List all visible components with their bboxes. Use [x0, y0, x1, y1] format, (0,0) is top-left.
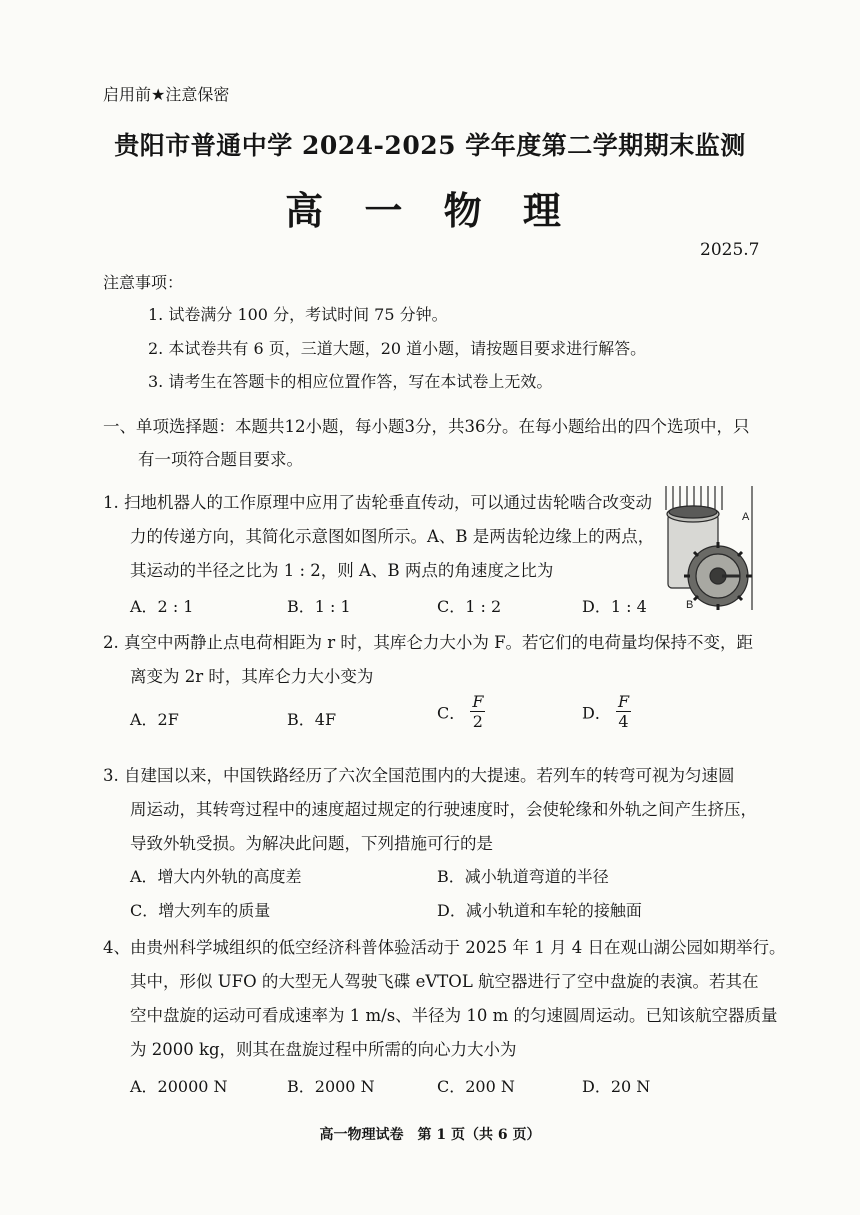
question-4-option-b: B．2000 N — [287, 1077, 375, 1096]
fraction — [616, 694, 631, 730]
exam-date: 2025.7 — [700, 240, 760, 260]
question-4-line: 其中，形似 UFO 的大型无人驾驶飞碟 eVTOL 航空器进行了空中盘旋的表演。若其在 — [130, 972, 759, 991]
question-2-option-d — [582, 694, 631, 730]
section-heading: 一、单项选择题：本题共12小题，每小题3分，共36分。在每小题给出的四个选项中，只 — [103, 417, 750, 436]
question-4-line: 4、由贵州科学城组织的低空经济科普体验活动于 2025 年 1 月 4 日在观山湖公园如期举行。 — [103, 938, 786, 957]
exam-title: 贵阳市普通中学 2024-2025 学年度第二学期期末监测 — [114, 131, 746, 160]
question-1-line: 1. 扫地机器人的工作原理中应用了齿轮垂直传动，可以通过齿轮啮合改变动 — [103, 493, 652, 512]
notice-item: 1. 试卷满分 100 分，考试时间 75 分钟。 — [148, 305, 448, 324]
option-letter: C． — [437, 703, 466, 723]
question-2-option-b: B．4F — [287, 710, 337, 729]
question-2-option-a: A．2F — [130, 710, 179, 729]
question-2-line: 离变为 2r 时，其库仑力大小变为 — [130, 667, 374, 686]
fraction-numerator: F — [617, 692, 630, 711]
question-3-line: 3. 自建国以来，中国铁路经历了六次全国范围内的大提速。若列车的转弯可视为匀速圆 — [103, 766, 735, 785]
question-3-option-a: A．增大内外轨的高度差 — [130, 867, 302, 886]
question-3-option-b: B．减小轨道弯道的半径 — [437, 867, 609, 886]
notice-heading: 注意事项： — [103, 273, 184, 292]
confidential-notice: 启用前★注意保密 — [103, 85, 230, 104]
page-footer: 高一物理试卷 第 1 页（共 6 页） — [319, 1127, 541, 1143]
notice-item: 3. 请考生在答题卡的相应位置作答，写在本试卷上无效。 — [148, 372, 553, 391]
section-heading-cont: 有一项符合题目要求。 — [138, 450, 303, 469]
figure-label-a: A — [742, 511, 750, 523]
question-4-option-c: C．200 N — [437, 1077, 515, 1096]
fraction-denominator: 2 — [472, 712, 483, 731]
gear-figure — [660, 484, 756, 612]
notice-item: 2. 本试卷共有 6 页，三道大题，20 道小题，请按题目要求进行解答。 — [148, 339, 647, 358]
question-1-line: 力的传递方向，其简化示意图如图所示。A、B 是两齿轮边缘上的两点， — [130, 527, 655, 546]
question-4-line: 空中盘旋的运动可看成速率为 1 m/s、半径为 10 m 的匀速圆周运动。已知该航空器质量 — [130, 1006, 778, 1025]
question-1-option-c: C．1 : 2 — [437, 597, 502, 616]
question-1-option-d: D．1 : 4 — [582, 597, 647, 616]
question-3-line: 周运动，其转弯过程中的速度超过规定的行驶速度时，会使轮缘和外轨之间产生挤压， — [130, 800, 757, 819]
fraction-denominator: 4 — [618, 712, 629, 731]
question-2-option-c — [437, 694, 485, 730]
question-1-line: 其运动的半径之比为 1 : 2，则 A、B 两点的角速度之比为 — [130, 561, 554, 580]
question-4-option-d: D．20 N — [582, 1077, 651, 1096]
question-4-option-a: A．20000 N — [130, 1077, 228, 1096]
figure-label-b: B — [686, 599, 694, 611]
question-1-option-a: A．2 : 1 — [130, 597, 194, 616]
fraction-numerator: F — [472, 692, 484, 711]
question-3-option-d: D．减小轨道和车轮的接触面 — [437, 901, 642, 920]
question-2-line: 2. 真空中两静止点电荷相距为 r 时，其库仑力大小为 F。若它们的电荷量均保持不变，距 — [103, 633, 754, 652]
question-3-line: 导致外轨受损。为解决此问题，下列措施可行的是 — [130, 834, 493, 853]
question-1-option-b: B．1 : 1 — [287, 597, 351, 616]
exam-subject: 高 一 物 理 — [285, 188, 575, 233]
option-letter: D． — [582, 703, 611, 723]
question-3-option-c: C．增大列车的质量 — [130, 901, 271, 920]
question-4-line: 为 2000 kg，则其在盘旋过程中所需的向心力大小为 — [130, 1040, 517, 1059]
fraction — [470, 694, 485, 730]
